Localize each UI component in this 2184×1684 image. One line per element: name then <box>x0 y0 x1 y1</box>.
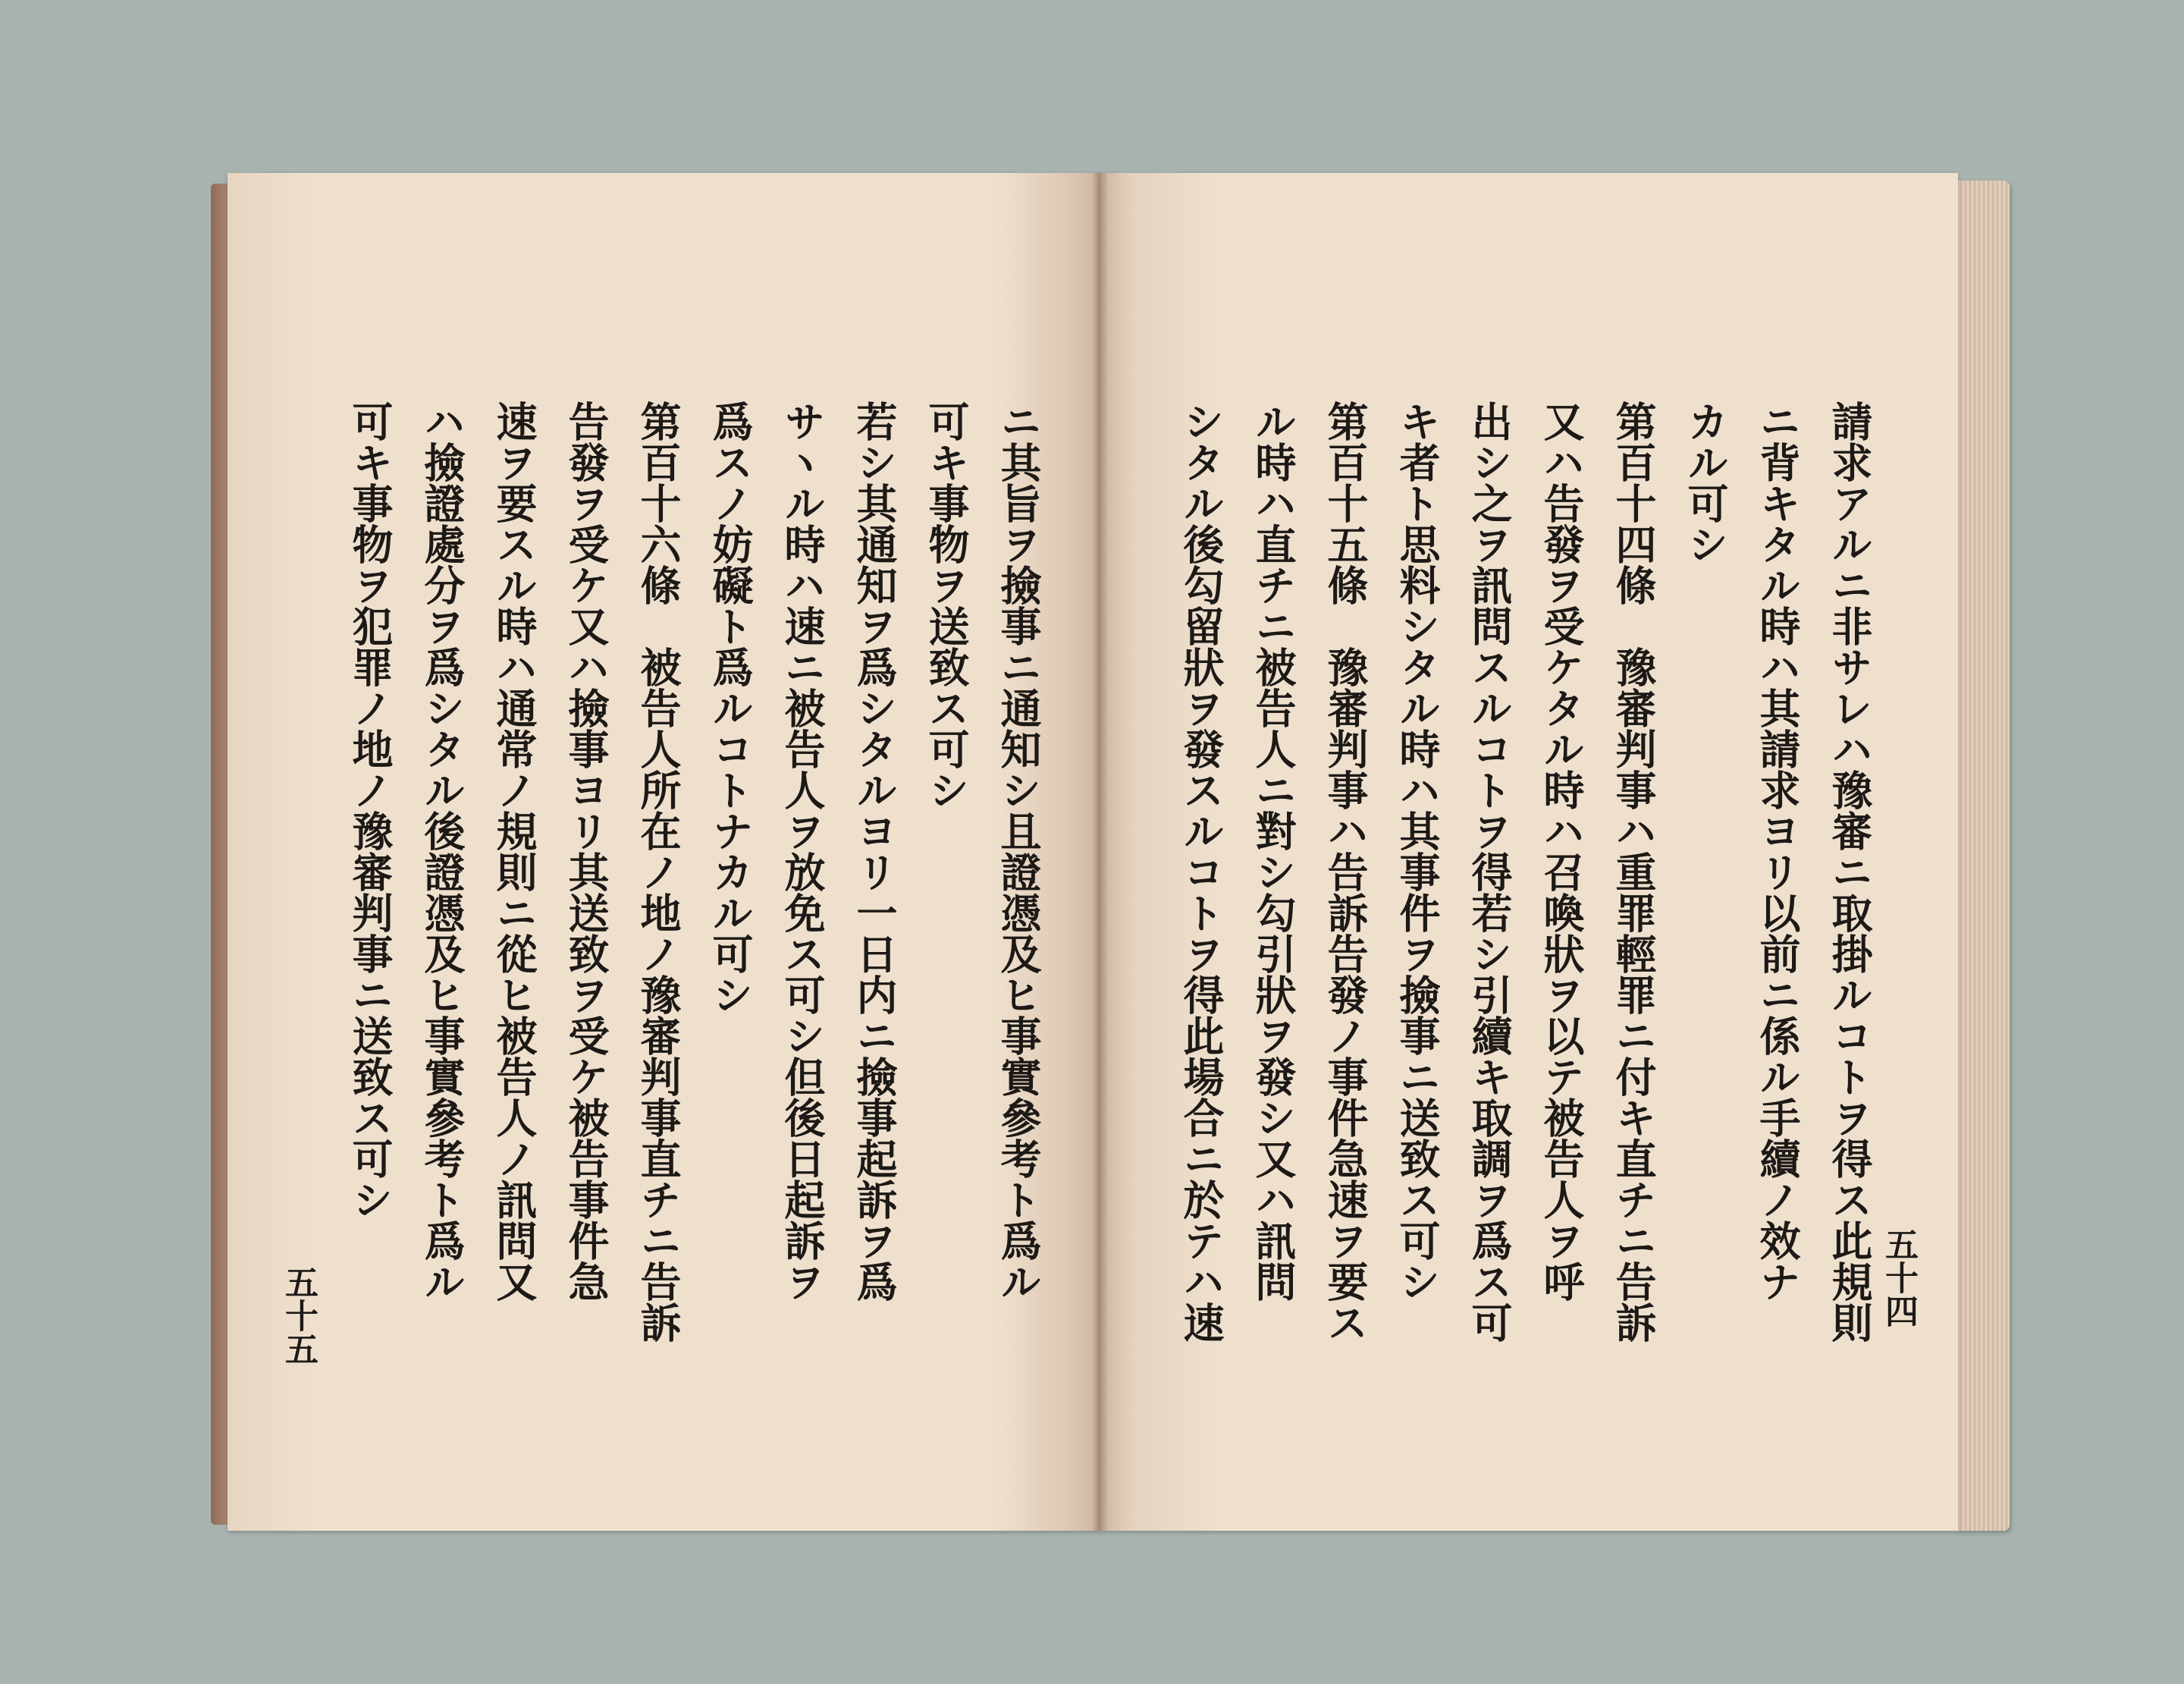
left-text-column: 爲スノ妨礙ト爲ルコトナカル可シ <box>706 401 755 1015</box>
left-text-column: 可キ事物ヲ送致ス可シ <box>922 401 971 810</box>
right-text-column: ニ背キタル時ハ其請求ヨリ以前ニ係ル手續ノ效ナ <box>1753 401 1802 1302</box>
right-text-column: 第百十五條 豫審判事ハ告訴告發ノ事件急速ヲ要ス <box>1321 401 1370 1343</box>
left-text-column: サヽル時ハ速ニ被告人ヲ放免ス可シ但後日起訴ヲ <box>778 401 827 1302</box>
right-text-column: カル可シ <box>1681 401 1730 564</box>
right-text-column: 又ハ告發ヲ受ケタル時ハ召喚狀ヲ以テ被告人ヲ呼 <box>1537 401 1586 1302</box>
left-page-number: 五十五 <box>279 1265 318 1365</box>
right-page-edge <box>1956 181 2010 1531</box>
right-text-column: 第百十四條 豫審判事ハ重罪輕罪ニ付キ直チニ告訴 <box>1609 401 1658 1343</box>
right-page-number: 五十四 <box>1879 1227 1918 1327</box>
left-text-column: 若シ其通知ヲ爲シタルヨリ一日内ニ撿事起訴ヲ爲 <box>850 401 899 1302</box>
open-book <box>211 173 2010 1538</box>
right-text-column: シタル後勾留狀ヲ發スルコトヲ得此場合ニ於テハ速 <box>1177 401 1225 1343</box>
right-text-column: ル時ハ直チニ被告人ニ對シ勾引狀ヲ發シ又ハ訊問 <box>1249 401 1298 1302</box>
right-text-column: 出シ之ヲ訊問スルコトヲ得若シ引續キ取調ヲ爲ス可 <box>1465 401 1514 1343</box>
left-text-column: 告發ヲ受ケ又ハ撿事ヨリ其送致ヲ受ケ被告事件急 <box>562 401 610 1302</box>
book-gutter <box>1092 173 1109 1531</box>
left-text-column: 第百十六條 被告人所在ノ地ノ豫審判事直チニ告訴 <box>634 401 682 1343</box>
right-text-column: キ者ト思料シタル時ハ其事件ヲ撿事ニ送致ス可シ <box>1393 401 1442 1302</box>
left-text-column: 可キ事物ヲ犯罪ノ地ノ豫審判事ニ送致ス可シ <box>346 401 394 1220</box>
left-text-column: ニ其旨ヲ撿事ニ通知シ且證憑及ヒ事實參考ト爲ル <box>994 401 1043 1302</box>
left-text-column: 速ヲ要スル時ハ通常ノ規則ニ從ヒ被告人ノ訊問又 <box>490 401 538 1302</box>
left-text-column: ハ撿證處分ヲ爲シタル後證憑及ヒ事實參考ト爲ル <box>418 401 466 1302</box>
right-text-column: 請求アルニ非サレハ豫審ニ取掛ルコトヲ得ス此規則 <box>1825 401 1874 1343</box>
